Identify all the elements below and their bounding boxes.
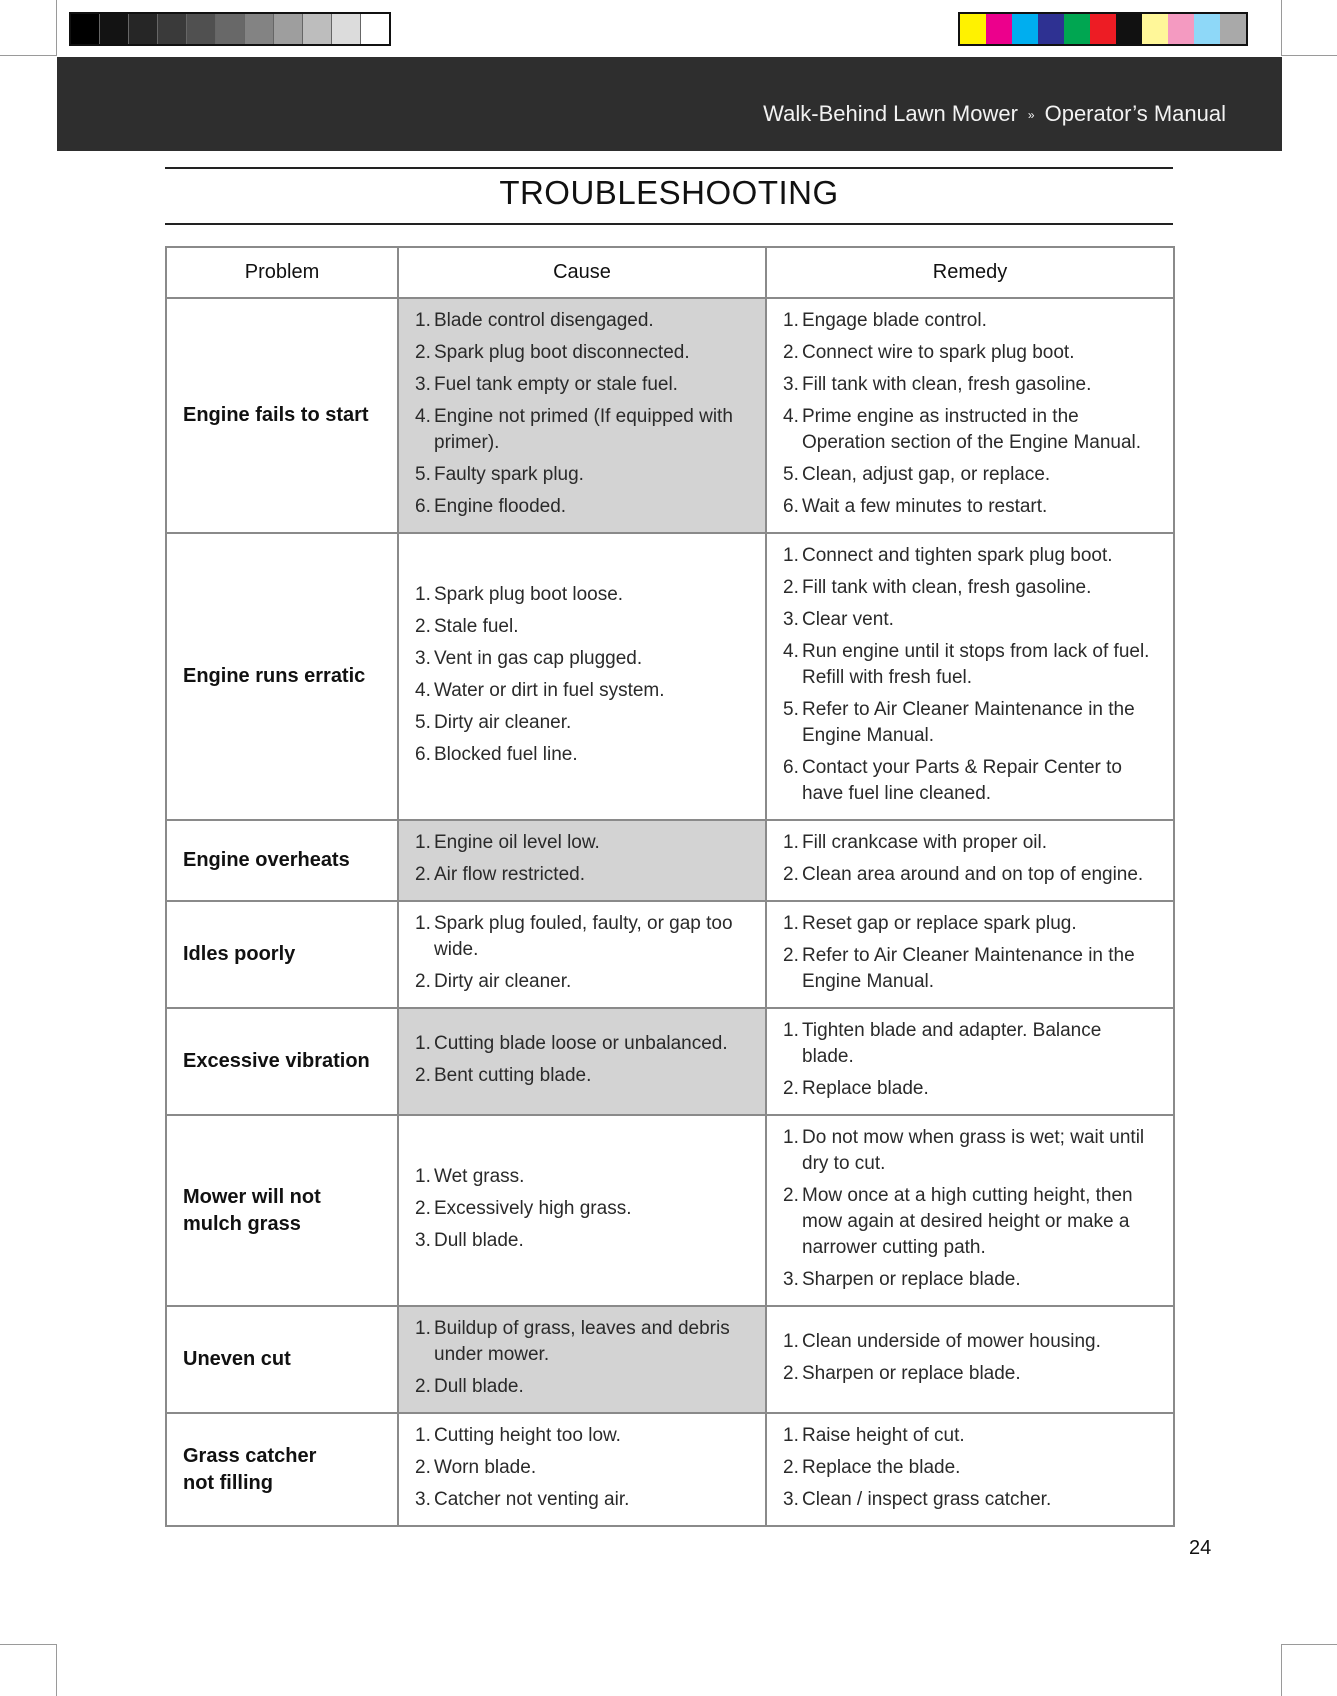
item-number: 3. bbox=[415, 648, 431, 669]
gray-swatch bbox=[331, 14, 360, 44]
remedy-text: Sharpen or replace blade. bbox=[802, 1363, 1021, 1384]
color-swatch bbox=[1012, 14, 1038, 44]
remedy-item bbox=[783, 1361, 1157, 1387]
crop-mark bbox=[0, 1644, 56, 1645]
remedy-item bbox=[783, 1267, 1157, 1293]
remedy-item bbox=[783, 1455, 1157, 1481]
remedy-text: Clean / inspect grass catcher. bbox=[802, 1489, 1052, 1510]
cause-text: Dull blade. bbox=[434, 1376, 524, 1397]
item-number: 1. bbox=[415, 913, 431, 934]
remedy-text: Replace the blade. bbox=[802, 1457, 961, 1478]
remedy-item bbox=[783, 862, 1157, 888]
gray-swatch bbox=[302, 14, 331, 44]
remedy-list bbox=[783, 1018, 1157, 1102]
remedy-item bbox=[783, 1329, 1157, 1355]
header-title bbox=[763, 101, 1226, 127]
remedy-item bbox=[783, 462, 1157, 488]
table-row bbox=[166, 1008, 1174, 1115]
item-number: 1. bbox=[415, 1425, 431, 1446]
item-number: 1. bbox=[783, 1020, 799, 1041]
problem-label: Mower will not mulch grass bbox=[183, 1185, 321, 1235]
cause-text: Buildup of grass, leaves and debris under mower. bbox=[434, 1318, 730, 1365]
cause-item bbox=[415, 1031, 749, 1057]
color-swatch bbox=[1116, 14, 1142, 44]
cause-text: Engine oil level low. bbox=[434, 832, 600, 853]
cause-text: Blocked fuel line. bbox=[434, 744, 578, 765]
cause-text: Spark plug boot loose. bbox=[434, 584, 624, 605]
remedy-cell bbox=[766, 1008, 1174, 1115]
cause-text: Stale fuel. bbox=[434, 616, 519, 637]
item-number: 3. bbox=[415, 1230, 431, 1251]
cause-list bbox=[415, 1164, 749, 1254]
item-number: 4. bbox=[783, 641, 799, 662]
remedy-text: Reset gap or replace spark plug. bbox=[802, 913, 1077, 934]
troubleshooting-table bbox=[165, 246, 1175, 1527]
cause-cell bbox=[398, 533, 766, 820]
item-number: 5. bbox=[415, 712, 431, 733]
cause-item bbox=[415, 462, 749, 488]
header-band bbox=[57, 57, 1282, 151]
table-row bbox=[166, 820, 1174, 901]
remedy-item bbox=[783, 1423, 1157, 1449]
remedy-text: Fill crankcase with proper oil. bbox=[802, 832, 1047, 853]
cause-item bbox=[415, 678, 749, 704]
cause-text: Worn blade. bbox=[434, 1457, 537, 1478]
remedy-text: Fill tank with clean, fresh gasoline. bbox=[802, 374, 1092, 395]
problem-cell bbox=[166, 1115, 398, 1306]
color-swatch bbox=[1142, 14, 1168, 44]
remedy-text: Connect and tighten spark plug boot. bbox=[802, 545, 1113, 566]
column-header-cause: Cause bbox=[398, 247, 766, 298]
header-manual: Operator’s Manual bbox=[1044, 101, 1226, 126]
section-title: TROUBLESHOOTING bbox=[499, 174, 839, 211]
remedy-item bbox=[783, 697, 1157, 749]
cause-text: Cutting height too low. bbox=[434, 1425, 621, 1446]
cause-item bbox=[415, 372, 749, 398]
color-swatch bbox=[960, 14, 986, 44]
remedy-item bbox=[783, 1125, 1157, 1177]
cause-item bbox=[415, 1316, 749, 1368]
cause-text: Engine flooded. bbox=[434, 496, 567, 517]
color-swatch bbox=[986, 14, 1012, 44]
item-number: 1. bbox=[783, 310, 799, 331]
title-bottom-rule bbox=[165, 223, 1173, 225]
item-number: 2. bbox=[783, 945, 799, 966]
remedy-text: Do not mow when grass is wet; wait until dry to cut. bbox=[802, 1127, 1145, 1174]
remedy-item bbox=[783, 575, 1157, 601]
item-number: 6. bbox=[415, 496, 431, 517]
remedy-text: Prime engine as instructed in the Operation section of the Engine Manual. bbox=[802, 406, 1142, 453]
remedy-item bbox=[783, 830, 1157, 856]
problem-label: Uneven cut bbox=[183, 1348, 291, 1370]
gray-swatch bbox=[71, 14, 99, 44]
cause-text: Catcher not venting air. bbox=[434, 1489, 630, 1510]
cause-item bbox=[415, 1164, 749, 1190]
remedy-item bbox=[783, 911, 1157, 937]
cause-text: Water or dirt in fuel system. bbox=[434, 680, 665, 701]
color-swatch bbox=[1194, 14, 1220, 44]
crop-mark bbox=[56, 1644, 57, 1696]
color-swatch bbox=[1090, 14, 1116, 44]
remedy-cell bbox=[766, 1115, 1174, 1306]
cause-item bbox=[415, 1374, 749, 1400]
item-number: 1. bbox=[783, 1331, 799, 1352]
cause-item bbox=[415, 710, 749, 736]
cause-text: Dirty air cleaner. bbox=[434, 712, 572, 733]
title-top-rule bbox=[165, 167, 1173, 169]
item-number: 6. bbox=[415, 744, 431, 765]
cause-item bbox=[415, 1063, 749, 1089]
remedy-cell bbox=[766, 1306, 1174, 1413]
item-number: 2. bbox=[783, 864, 799, 885]
problem-cell bbox=[166, 901, 398, 1008]
item-number: 5. bbox=[783, 699, 799, 720]
color-swatch bbox=[1168, 14, 1194, 44]
problem-label: Grass catcher bbox=[183, 1444, 317, 1467]
item-number: 4. bbox=[415, 406, 431, 427]
cause-cell bbox=[398, 901, 766, 1008]
crop-mark bbox=[1281, 1644, 1282, 1696]
item-number: 2. bbox=[783, 1363, 799, 1384]
remedy-text: Connect wire to spark plug boot. bbox=[802, 342, 1075, 363]
table-row bbox=[166, 1413, 1174, 1526]
item-number: 2. bbox=[415, 1376, 431, 1397]
item-number: 6. bbox=[783, 757, 799, 778]
item-number: 2. bbox=[783, 1457, 799, 1478]
problem-label: Engine fails to start bbox=[183, 404, 369, 426]
item-number: 2. bbox=[415, 971, 431, 992]
cause-item bbox=[415, 646, 749, 672]
crop-mark bbox=[1282, 1644, 1337, 1645]
gray-swatch bbox=[360, 14, 389, 44]
gray-swatch bbox=[128, 14, 157, 44]
table-row bbox=[166, 1115, 1174, 1306]
item-number: 1. bbox=[783, 1127, 799, 1148]
item-number: 4. bbox=[415, 680, 431, 701]
item-number: 1. bbox=[783, 1425, 799, 1446]
grayscale-calibration-bar bbox=[69, 12, 391, 46]
color-swatch bbox=[1064, 14, 1090, 44]
remedy-text: Refer to Air Cleaner Maintenance in the Engine Manual. bbox=[802, 945, 1135, 992]
cause-item bbox=[415, 1228, 749, 1254]
item-number: 1. bbox=[415, 1033, 431, 1054]
remedy-cell bbox=[766, 533, 1174, 820]
remedy-text: Replace blade. bbox=[802, 1078, 929, 1099]
cause-list bbox=[415, 830, 749, 888]
remedy-item bbox=[783, 1076, 1157, 1102]
gray-swatch bbox=[157, 14, 186, 44]
cause-text: Dirty air cleaner. bbox=[434, 971, 572, 992]
item-number: 2. bbox=[415, 864, 431, 885]
header-separator: » bbox=[1027, 108, 1035, 122]
cause-cell bbox=[398, 820, 766, 901]
item-number: 3. bbox=[783, 609, 799, 630]
remedy-list bbox=[783, 1329, 1157, 1387]
remedy-list bbox=[783, 543, 1157, 807]
item-number: 3. bbox=[783, 374, 799, 395]
remedy-item bbox=[783, 755, 1157, 807]
cause-list bbox=[415, 1031, 749, 1089]
item-number: 6. bbox=[783, 496, 799, 517]
gray-swatch bbox=[244, 14, 273, 44]
item-number: 5. bbox=[783, 464, 799, 485]
cause-item bbox=[415, 582, 749, 608]
cause-text: Spark plug fouled, faulty, or gap too wide. bbox=[434, 913, 733, 960]
cause-list bbox=[415, 911, 749, 995]
table-row bbox=[166, 533, 1174, 820]
item-number: 5. bbox=[415, 464, 431, 485]
remedy-text: Tighten blade and adapter. Balance blade. bbox=[802, 1020, 1102, 1067]
color-swatch bbox=[1038, 14, 1064, 44]
crop-mark bbox=[56, 0, 57, 56]
color-swatch bbox=[1220, 14, 1246, 44]
remedy-item bbox=[783, 308, 1157, 334]
cause-text: Dull blade. bbox=[434, 1230, 524, 1251]
remedy-text: Fill tank with clean, fresh gasoline. bbox=[802, 577, 1092, 598]
remedy-text: Run engine until it stops from lack of fuel. Refill with fresh fuel. bbox=[802, 641, 1150, 688]
remedy-item bbox=[783, 543, 1157, 569]
remedy-text: Clean underside of mower housing. bbox=[802, 1331, 1101, 1352]
cause-list bbox=[415, 1316, 749, 1400]
gray-swatch bbox=[186, 14, 215, 44]
remedy-list bbox=[783, 830, 1157, 888]
column-header-problem: Problem bbox=[166, 247, 398, 298]
remedy-text: Refer to Air Cleaner Maintenance in the Engine Manual. bbox=[802, 699, 1135, 746]
item-number: 4. bbox=[783, 406, 799, 427]
item-number: 3. bbox=[415, 1489, 431, 1510]
remedy-list bbox=[783, 308, 1157, 520]
cause-text: Blade control disengaged. bbox=[434, 310, 654, 331]
crop-mark bbox=[1282, 55, 1337, 56]
cause-item bbox=[415, 1423, 749, 1449]
item-number: 1. bbox=[783, 832, 799, 853]
remedy-text: Contact your Parts & Repair Center to have fuel line cleaned. bbox=[802, 757, 1122, 804]
cause-cell bbox=[398, 1413, 766, 1526]
item-number: 2. bbox=[783, 1185, 799, 1206]
table-header-row bbox=[166, 247, 1174, 298]
table-row bbox=[166, 298, 1174, 533]
problem-cell bbox=[166, 1008, 398, 1115]
item-number: 1. bbox=[783, 913, 799, 934]
cause-text: Wet grass. bbox=[434, 1166, 525, 1187]
remedy-item bbox=[783, 1487, 1157, 1513]
cause-cell bbox=[398, 1008, 766, 1115]
cause-text: Excessively high grass. bbox=[434, 1198, 632, 1219]
remedy-text: Raise height of cut. bbox=[802, 1425, 965, 1446]
gray-swatch bbox=[99, 14, 128, 44]
gray-swatch bbox=[273, 14, 302, 44]
problem-label: Engine overheats bbox=[183, 849, 350, 871]
cause-item bbox=[415, 614, 749, 640]
table-row bbox=[166, 901, 1174, 1008]
page-number: 24 bbox=[1189, 1537, 1212, 1559]
item-number: 2. bbox=[415, 616, 431, 637]
remedy-text: Clean, adjust gap, or replace. bbox=[802, 464, 1051, 485]
remedy-cell bbox=[766, 1413, 1174, 1526]
remedy-item bbox=[783, 639, 1157, 691]
remedy-item bbox=[783, 1018, 1157, 1070]
problem-cell bbox=[166, 820, 398, 901]
color-calibration-bar bbox=[958, 12, 1248, 46]
cause-text: Cutting blade loose or unbalanced. bbox=[434, 1033, 728, 1054]
column-header-remedy: Remedy bbox=[766, 247, 1174, 298]
cause-item bbox=[415, 1196, 749, 1222]
item-number: 2. bbox=[783, 577, 799, 598]
remedy-text: Engage blade control. bbox=[802, 310, 987, 331]
cause-item bbox=[415, 862, 749, 888]
crop-mark bbox=[0, 55, 56, 56]
item-number: 2. bbox=[415, 342, 431, 363]
item-number: 1. bbox=[415, 832, 431, 853]
remedy-item bbox=[783, 943, 1157, 995]
problem-label: Idles poorly bbox=[183, 943, 296, 965]
remedy-cell bbox=[766, 298, 1174, 533]
cause-text: Fuel tank empty or stale fuel. bbox=[434, 374, 678, 395]
cause-item bbox=[415, 404, 749, 456]
cause-item bbox=[415, 830, 749, 856]
remedy-cell bbox=[766, 820, 1174, 901]
remedy-item bbox=[783, 1183, 1157, 1261]
cause-item bbox=[415, 1487, 749, 1513]
item-number: 2. bbox=[783, 342, 799, 363]
item-number: 1. bbox=[783, 545, 799, 566]
cause-text: Vent in gas cap plugged. bbox=[434, 648, 643, 669]
remedy-list bbox=[783, 911, 1157, 995]
problem-cell bbox=[166, 1413, 398, 1526]
remedy-text: Clean area around and on top of engine. bbox=[802, 864, 1144, 885]
problem-label: not filling bbox=[183, 1471, 273, 1494]
remedy-text: Wait a few minutes to restart. bbox=[802, 496, 1048, 517]
cause-text: Engine not primed (If equipped with primer). bbox=[434, 406, 733, 453]
problem-label: Excessive vibration bbox=[183, 1050, 370, 1072]
cause-item bbox=[415, 969, 749, 995]
gray-swatch bbox=[215, 14, 244, 44]
cause-cell bbox=[398, 1115, 766, 1306]
item-number: 2. bbox=[415, 1457, 431, 1478]
problem-cell bbox=[166, 1306, 398, 1413]
remedy-item bbox=[783, 340, 1157, 366]
cause-cell bbox=[398, 1306, 766, 1413]
crop-mark bbox=[1281, 0, 1282, 56]
item-number: 2. bbox=[783, 1078, 799, 1099]
item-number: 1. bbox=[415, 1166, 431, 1187]
remedy-cell bbox=[766, 901, 1174, 1008]
cause-text: Spark plug boot disconnected. bbox=[434, 342, 690, 363]
cause-list bbox=[415, 308, 749, 520]
item-number: 2. bbox=[415, 1198, 431, 1219]
item-number: 1. bbox=[415, 584, 431, 605]
cause-item bbox=[415, 1455, 749, 1481]
cause-text: Air flow restricted. bbox=[434, 864, 585, 885]
problem-cell bbox=[166, 298, 398, 533]
cause-text: Bent cutting blade. bbox=[434, 1065, 592, 1086]
item-number: 3. bbox=[415, 374, 431, 395]
item-number: 1. bbox=[415, 1318, 431, 1339]
remedy-list bbox=[783, 1423, 1157, 1513]
cause-item bbox=[415, 308, 749, 334]
remedy-item bbox=[783, 372, 1157, 398]
remedy-text: Mow once at a high cutting height, then mow again at desired height or make a narrower cutting path. bbox=[802, 1185, 1133, 1258]
problem-cell bbox=[166, 533, 398, 820]
remedy-item bbox=[783, 494, 1157, 520]
cause-item bbox=[415, 742, 749, 768]
cause-list bbox=[415, 582, 749, 768]
cause-item bbox=[415, 340, 749, 366]
cause-item bbox=[415, 494, 749, 520]
table-row bbox=[166, 1306, 1174, 1413]
cause-text: Faulty spark plug. bbox=[434, 464, 584, 485]
remedy-item bbox=[783, 404, 1157, 456]
item-number: 3. bbox=[783, 1489, 799, 1510]
header-product: Walk-Behind Lawn Mower bbox=[763, 101, 1018, 126]
cause-list bbox=[415, 1423, 749, 1513]
problem-label: Engine runs erratic bbox=[183, 665, 366, 687]
item-number: 3. bbox=[783, 1269, 799, 1290]
remedy-text: Clear vent. bbox=[802, 609, 894, 630]
remedy-list bbox=[783, 1125, 1157, 1293]
cause-cell bbox=[398, 298, 766, 533]
remedy-item bbox=[783, 607, 1157, 633]
remedy-text: Sharpen or replace blade. bbox=[802, 1269, 1021, 1290]
item-number: 2. bbox=[415, 1065, 431, 1086]
cause-item bbox=[415, 911, 749, 963]
item-number: 1. bbox=[415, 310, 431, 331]
